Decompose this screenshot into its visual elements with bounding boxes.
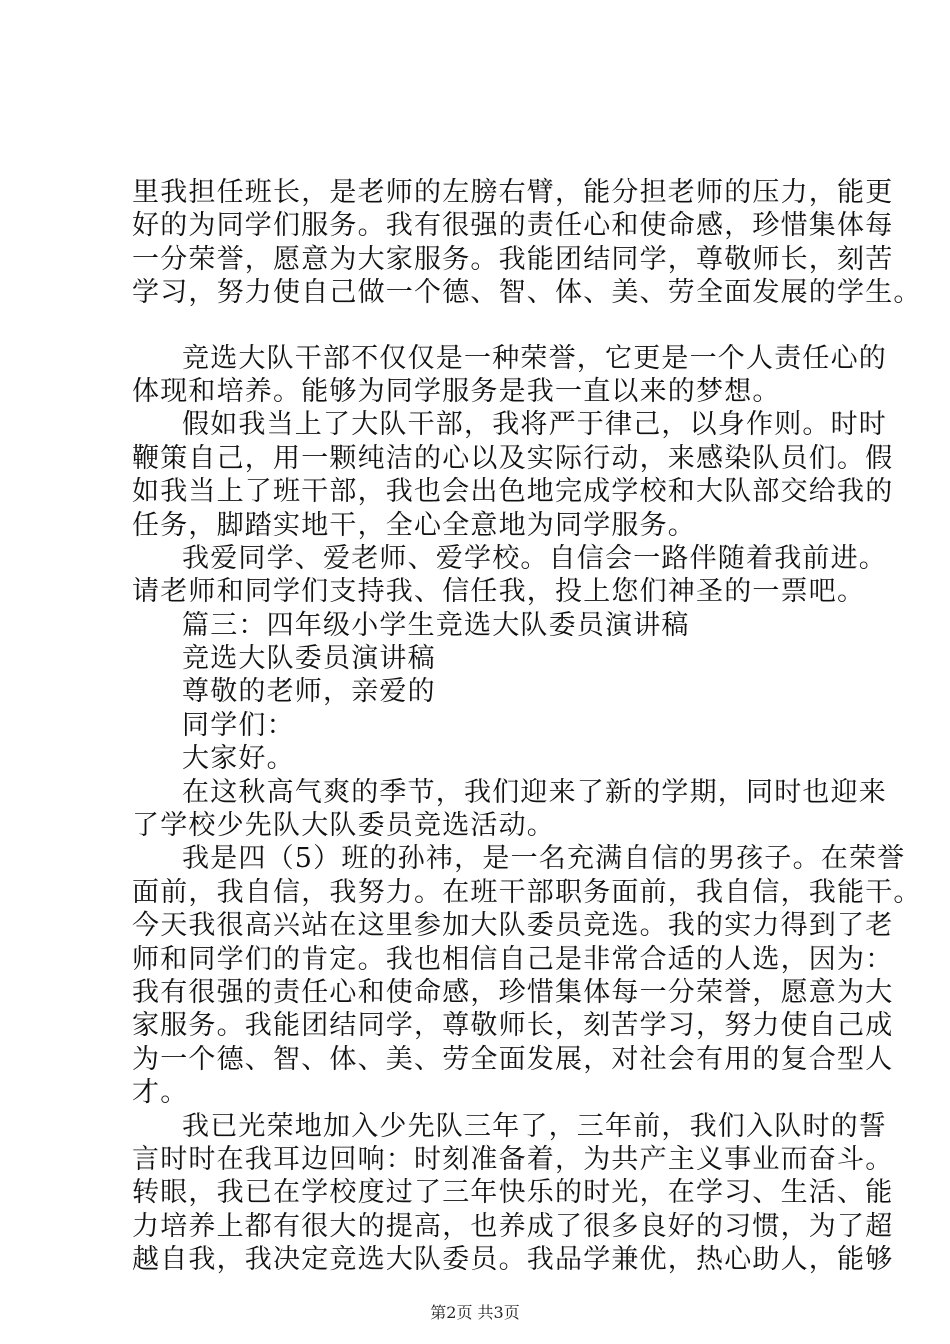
text-line: 一分荣誉，愿意为大家服务。我能团结同学，尊敬师长，刻苦 bbox=[132, 243, 894, 275]
salutation-line: 同学们： bbox=[182, 709, 295, 741]
text-line: 体现和培养。能够为同学服务是我一直以来的梦想。 bbox=[132, 375, 781, 407]
salutation-line: 尊敬的老师，亲爱的 bbox=[182, 676, 436, 708]
paragraph-gap bbox=[132, 310, 852, 342]
text-line: 请老师和同学们支持我、信任我，投上您们神圣的一票吧。 bbox=[132, 576, 866, 608]
text-line: 转眼，我已在学校度过了三年快乐的时光，在学习、生活、能 bbox=[132, 1177, 894, 1209]
speech-title: 竞选大队委员演讲稿 bbox=[182, 643, 436, 675]
text-line: 竞选大队干部不仅仅是一种荣誉，它更是一个人责任心的 bbox=[182, 342, 887, 374]
text-line: 学习，努力使自己做一个德、智、体、美、劳全面发展的学生。 bbox=[132, 277, 922, 309]
text-line: 了学校少先队大队委员竞选活动。 bbox=[132, 810, 555, 842]
text-line: 力培养上都有很大的提高，也养成了很多良好的习惯，为了超 bbox=[132, 1210, 894, 1242]
text-line: 越自我，我决定竞选大队委员。我品学兼优，热心助人，能够 bbox=[132, 1244, 894, 1276]
text-line: 我是四（5）班的孙祎，是一名充满自信的男孩子。在荣誉 bbox=[182, 843, 906, 875]
text-line: 我有很强的责任心和使命感，珍惜集体每一分荣誉，愿意为大 bbox=[132, 976, 894, 1008]
page-number-footer: 第2页 共3页 bbox=[430, 1303, 520, 1322]
text-line: 家服务。我能团结同学，尊敬师长，刻苦学习，努力使自己成 bbox=[132, 1010, 894, 1042]
text-line: 里我担任班长，是老师的左膀右臂，能分担老师的压力，能更 bbox=[132, 177, 894, 208]
text-line: 今天我很高兴站在这里参加大队委员竞选。我的实力得到了老 bbox=[132, 910, 894, 942]
text-line: 我爱同学、爱老师、爱学校。自信会一路伴随着我前进。 bbox=[182, 542, 887, 574]
text-line: 言时时在我耳边回响：时刻准备着，为共产主义事业而奋斗。 bbox=[132, 1143, 894, 1175]
text-line: 才。 bbox=[132, 1077, 189, 1109]
text-line: 我已光荣地加入少先队三年了，三年前，我们入队时的誓 bbox=[182, 1110, 887, 1142]
text-line: 假如我当上了大队干部，我将严于律己，以身作则。时时 bbox=[182, 409, 887, 441]
document-body bbox=[132, 176, 922, 1277]
text-line: 师和同学们的肯定。我也相信自己是非常合适的人选，因为： bbox=[132, 943, 894, 975]
greeting-line: 大家好。 bbox=[182, 743, 295, 775]
text-line: 任务，脚踏实地干，全心全意地为同学服务。 bbox=[132, 509, 696, 541]
text-line: 在这秋高气爽的季节，我们迎来了新的学期，同时也迎来 bbox=[182, 776, 887, 808]
text-line: 为一个德、智、体、美、劳全面发展，对社会有用的复合型人 bbox=[132, 1043, 894, 1075]
text-line: 好的为同学们服务。我有很强的责任心和使命感，珍惜集体每 bbox=[132, 210, 894, 242]
section-heading: 篇三：四年级小学生竞选大队委员演讲稿 bbox=[182, 609, 690, 641]
text-line: 面前，我自信，我努力。在班干部职务面前，我自信，我能干。 bbox=[132, 876, 922, 908]
text-line: 鞭策自己，用一颗纯洁的心以及实际行动，来感染队员们。假 bbox=[132, 442, 894, 474]
text-line: 如我当上了班干部，我也会出色地完成学校和大队部交给我的 bbox=[132, 476, 894, 508]
